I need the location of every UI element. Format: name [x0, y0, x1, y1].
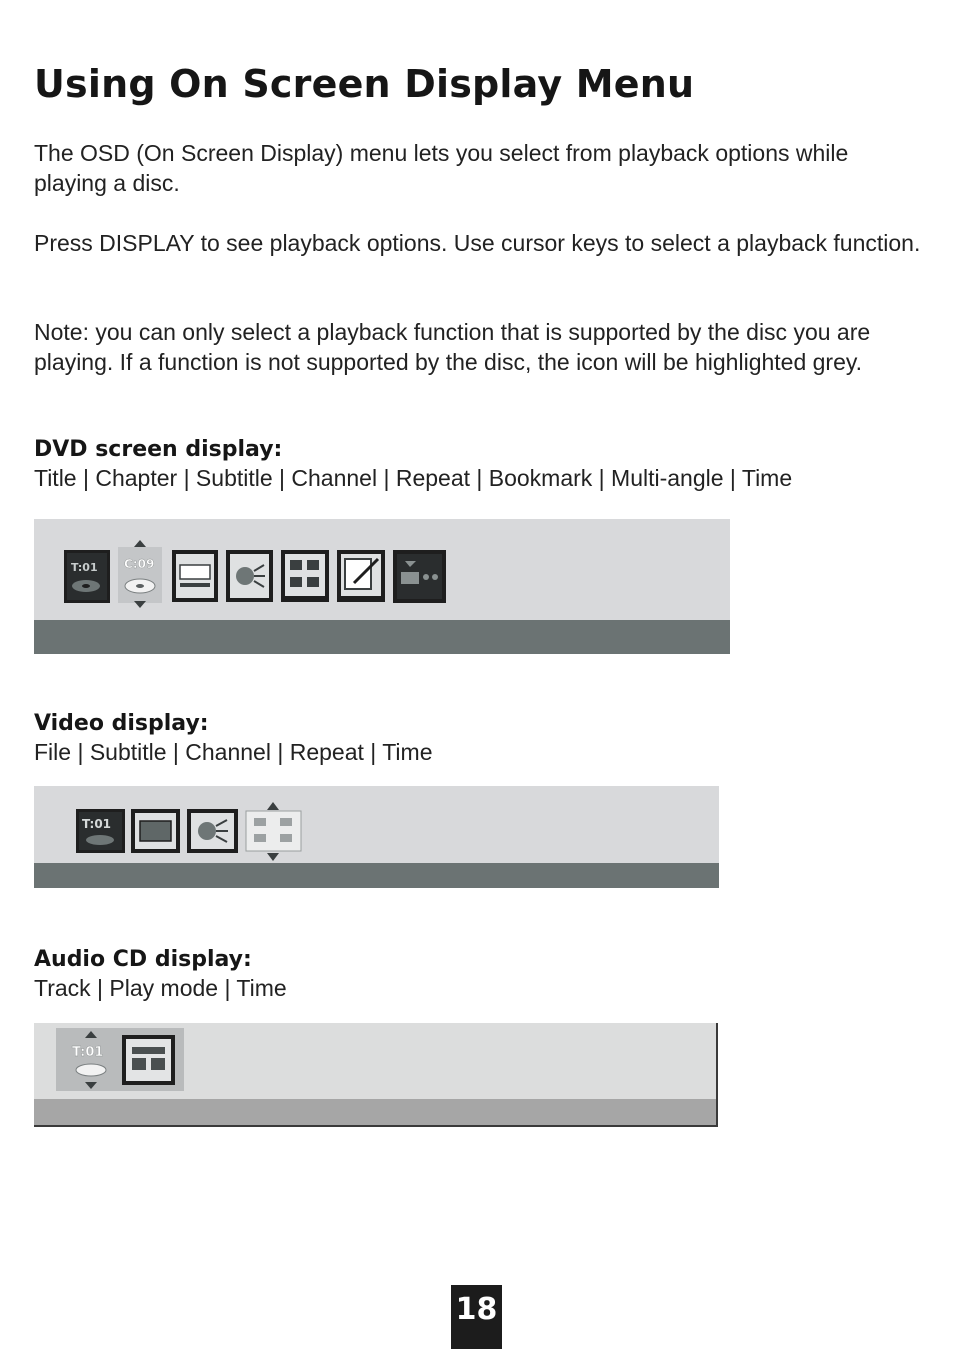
title-icon[interactable] — [64, 550, 110, 603]
chapter-icon[interactable] — [118, 540, 162, 608]
dvd-section-heading: DVD screen display: — [34, 437, 283, 462]
bookmark-icon[interactable] — [337, 550, 385, 602]
multi-angle-icon[interactable] — [393, 550, 446, 603]
repeat-icon[interactable] — [281, 550, 329, 602]
dvd-status-strip — [34, 620, 730, 654]
title-icon-label: T:01 — [71, 561, 98, 574]
file-icon-label: T:01 — [82, 817, 112, 831]
video-section-heading: Video display: — [34, 711, 209, 736]
video-osd-bar — [34, 786, 719, 888]
play-mode-icon[interactable] — [122, 1035, 175, 1085]
audio-status-strip — [34, 1099, 716, 1125]
video-channel-icon[interactable] — [187, 809, 238, 853]
track-icon-label: T:01 — [72, 1045, 104, 1060]
instruction-paragraph: Press DISPLAY to see playback options. Use cursor keys to select a playback function. — [34, 230, 921, 256]
video-function-list: File | Subtitle | Channel | Repeat | Time — [34, 739, 433, 765]
channel-icon[interactable] — [226, 550, 273, 602]
dvd-osd-bar — [34, 519, 730, 654]
page-number: 18 — [451, 1285, 502, 1349]
note-paragraph: Note: you can only select a playback function that is supported by the disc you are playing. If a function is not supported by the disc, the icon will be highlighted grey. — [34, 319, 871, 375]
audio-osd-bar — [34, 1023, 718, 1127]
video-repeat-icon[interactable] — [246, 802, 301, 861]
dvd-function-list: Title | Chapter | Subtitle | Channel | Repeat | Bookmark | Multi-angle | Time — [34, 465, 793, 491]
video-status-strip — [34, 863, 719, 888]
file-icon[interactable] — [76, 809, 125, 853]
page-title: Using On Screen Display Menu — [34, 62, 695, 106]
chapter-icon-label: C:09 — [124, 557, 155, 571]
video-subtitle-icon[interactable] — [131, 809, 180, 853]
audio-section-heading: Audio CD display: — [34, 947, 252, 972]
intro-paragraph: The OSD (On Screen Display) menu lets you select from playback options while playing a disc. — [34, 140, 849, 196]
subtitle-icon[interactable] — [172, 550, 218, 602]
audio-function-list: Track | Play mode | Time — [34, 975, 287, 1001]
